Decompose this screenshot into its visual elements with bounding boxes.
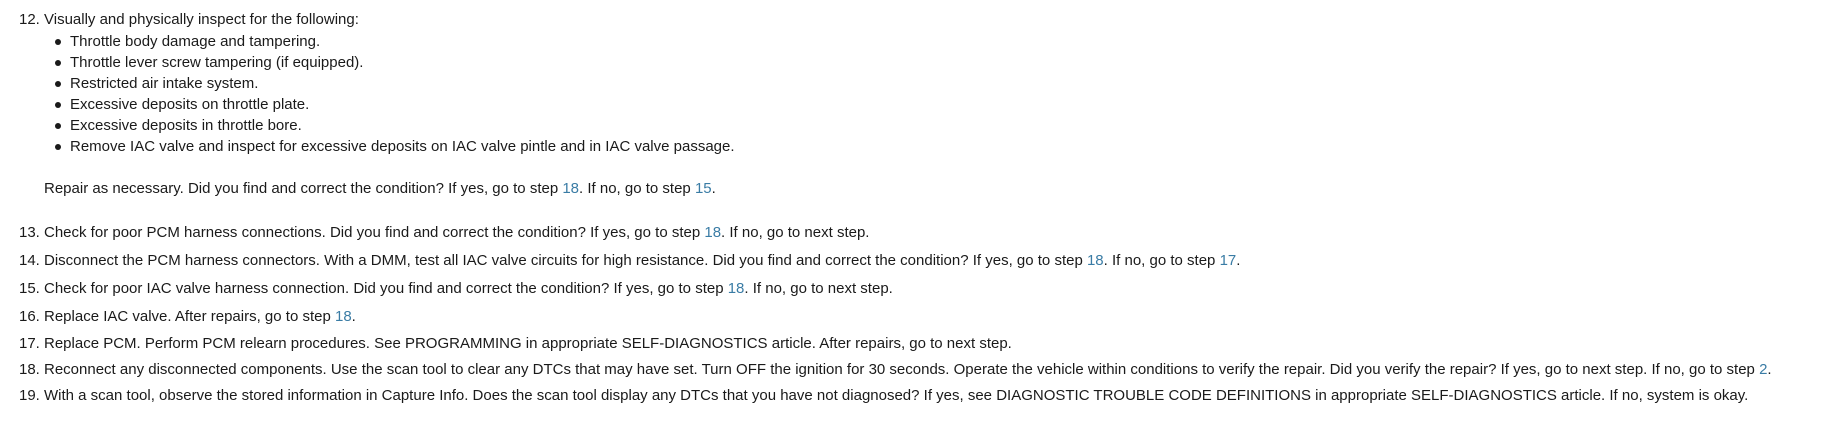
list-item-text: Excessive deposits on throttle plate. [70, 96, 310, 113]
list-item-text: Throttle body damage and tampering. [70, 33, 321, 50]
text-segment: . [1767, 361, 1772, 378]
text-segment: Check for poor IAC valve harness connection. Did you find and correct the condition? If yes, go to step [44, 280, 728, 297]
bullet-icon [55, 39, 61, 45]
bullet-icon [55, 81, 61, 87]
step-link-18[interactable]: 18 [562, 180, 580, 197]
text-segment: Disconnect the PCM harness connectors. With a DMM, test all IAC valve circuits for high resistance. Did you find and correct the condition? If yes, go to step [44, 252, 1087, 269]
list-item-text: Remove IAC valve and inspect for excessive deposits on IAC valve pintle and in IAC valve passage. [70, 138, 735, 155]
list-item-text: Restricted air intake system. [70, 75, 259, 92]
text-segment: . If no, go to step [1103, 252, 1220, 269]
list-item-text: Throttle lever screw tampering (if equipped). [70, 54, 364, 71]
text-segment: Reconnect any disconnected components. Use the scan tool to clear any DTCs that may have set. Turn OFF the ignition for 30 seconds. Operate the vehicle within conditions to verify the repair. Did you verify the repair? If yes, go to next step. If no, go to step [44, 361, 1760, 378]
step-number: 18. [19, 361, 40, 378]
step-number: 19. [19, 387, 40, 404]
step-number: 13. [19, 224, 40, 241]
step-text: Visually and physically inspect for the following: [44, 11, 359, 28]
step-text: With a scan tool, observe the stored information in Capture Info. Does the scan tool display any DTCs that you have not diagnosed? If yes, see DIAGNOSTIC TROUBLE CODE DEFINITIONS in appropriate SELF-DIAGNOSTICS article. If no, system is okay. [44, 387, 1749, 404]
step-text [44, 307, 356, 327]
step-number: 12. [19, 11, 40, 28]
step-text [44, 279, 893, 299]
text-segment: . If no, go to next step. [721, 224, 870, 241]
step-number: 15. [19, 280, 40, 297]
step-text [44, 223, 869, 243]
text-segment: Replace IAC valve. After repairs, go to step [44, 308, 335, 325]
step-link-15[interactable]: 15 [694, 180, 712, 197]
text-segment: Check for poor PCM harness connections. Did you find and correct the condition? If yes, go to step [44, 224, 705, 241]
text-segment: . If no, go to step [579, 180, 695, 197]
step-number: 14. [19, 252, 40, 269]
text-segment: . [711, 180, 716, 197]
step-text: Replace PCM. Perform PCM relearn procedures. See PROGRAMMING in appropriate SELF-DIAGNOSTICS article. After repairs, go to next step. [44, 335, 1012, 352]
text-segment: . [1236, 252, 1241, 269]
list-item-text: Excessive deposits in throttle bore. [70, 117, 302, 134]
step-link-18[interactable]: 18 [334, 308, 352, 325]
bullet-icon [55, 144, 61, 150]
step-link-17[interactable]: 17 [1219, 252, 1237, 269]
step-text [44, 360, 1772, 380]
text-segment: . If no, go to next step. [744, 280, 893, 297]
text-segment: Repair as necessary. Did you find and correct the condition? If yes, go to step [44, 180, 563, 197]
step-link-18[interactable]: 18 [704, 224, 722, 241]
step-text [44, 179, 716, 199]
step-link-18[interactable]: 18 [1086, 252, 1104, 269]
text-segment: . [351, 308, 356, 325]
step-link-2[interactable]: 2 [1759, 361, 1768, 378]
step-number: 17. [19, 335, 40, 352]
bullet-icon [55, 102, 61, 108]
bullet-icon [55, 123, 61, 129]
step-number: 16. [19, 308, 40, 325]
step-text [44, 251, 1240, 271]
bullet-icon [55, 60, 61, 66]
step-link-18[interactable]: 18 [727, 280, 745, 297]
